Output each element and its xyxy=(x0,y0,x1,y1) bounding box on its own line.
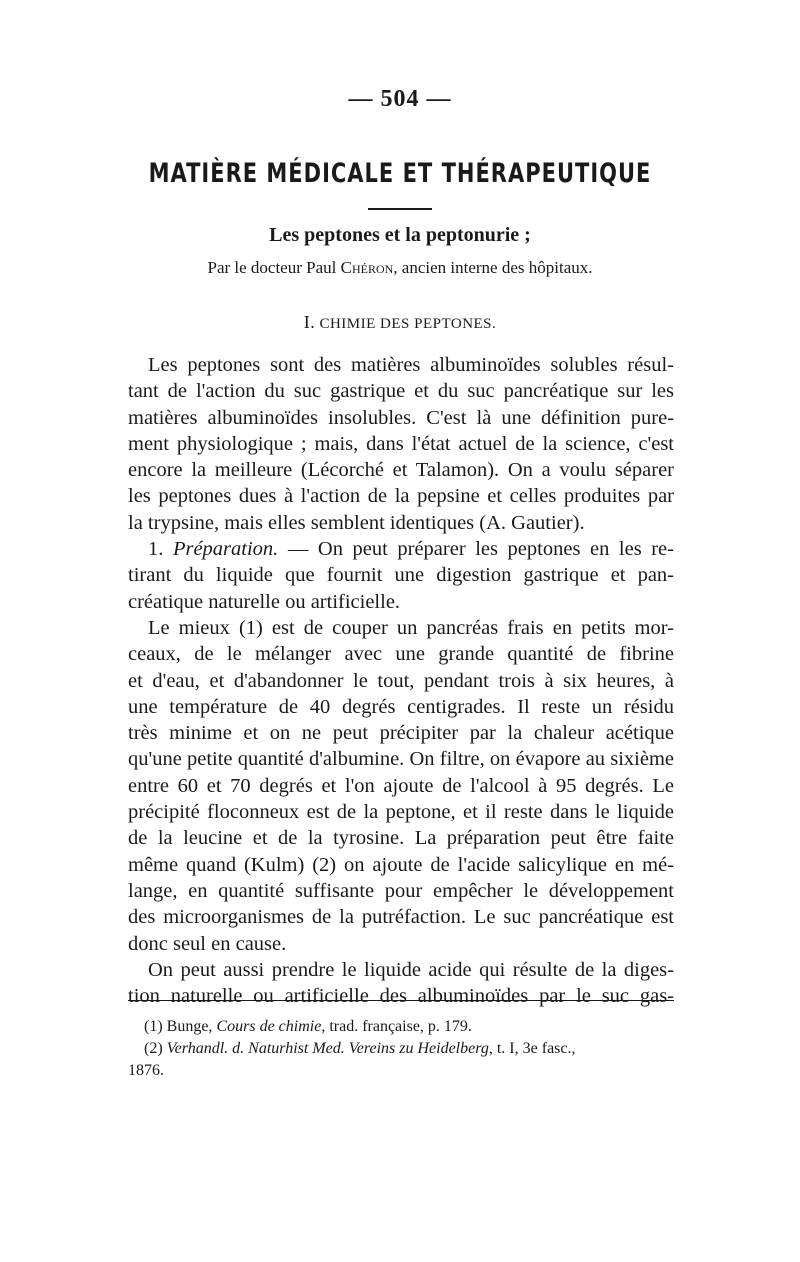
body-line: tant de l'action du suc gastrique et du suc pancréatique sur les xyxy=(128,380,674,403)
body-line: de la leucine et de la tyrosine. La préparation peut être faite xyxy=(128,827,674,850)
page-number: — 504 — xyxy=(348,86,452,112)
body-line: qu'une petite quantité d'albumine. On filtre, on évapore au sixième xyxy=(128,748,674,771)
byline-author: Chéron xyxy=(340,258,394,277)
footnote-text: , t. I, 3e fasc., xyxy=(488,1040,576,1057)
body-line: et d'eau, et d'abandonner le tout, pendant trois à six heures, à xyxy=(128,669,674,692)
body-line: la trypsine, mais elles semblent identiques (A. Gautier). xyxy=(128,511,585,534)
footnote-text: Bunge, xyxy=(162,1018,217,1035)
running-title: MATIÈRE MÉDICALE ET THÉRAPEUTIQUE xyxy=(148,158,652,188)
body-line-preparation: 1. Préparation. — On peut préparer les peptones en les re- xyxy=(148,538,674,561)
body-line: Les peptones sont des matières albuminoïdes solubles résul- xyxy=(148,354,674,376)
body-line: très minime et on ne peut précipiter par la chaleur acétique xyxy=(128,722,674,745)
body-line: entre 60 et 70 degrés et l'on ajoute de l'alcool à 95 degrés. Le xyxy=(128,774,674,797)
body-line: tirant du liquide que fournit une digestion gastrique et pan- xyxy=(128,564,674,587)
article-title: Les peptones et la peptonurie ; xyxy=(269,224,531,246)
body-text xyxy=(128,352,674,1009)
footnote-2 xyxy=(128,1038,674,1060)
body-line: tion naturelle ou artificielle des albuminoïdes par le suc gas- xyxy=(128,985,674,1008)
body-line: précipité floconneux est de la peptone, et il reste dans le liquide xyxy=(128,801,674,824)
section-heading xyxy=(0,312,800,333)
byline-prefix: Par le docteur Paul xyxy=(207,258,341,277)
body-line: matières albuminoïdes insolubles. C'est là une définition pure- xyxy=(128,406,674,429)
body-line: On peut aussi prendre le liquide acide qui résulte de la diges- xyxy=(148,958,674,981)
body-line: ment physiologique ; mais, dans l'état actuel de la science, c'est xyxy=(128,432,674,455)
body-line: encore la meilleure (Lécorché et Talamon). On a voulu séparer xyxy=(128,459,674,482)
footnote-text: , trad. française, p. 179. xyxy=(321,1018,472,1035)
body-line: ceaux, de le mélanger avec une grande quantité de fibrine xyxy=(128,643,674,666)
footnote-marker: (1) xyxy=(144,1018,163,1035)
body-line: lange, en quantité suffisante pour empêcher le développement xyxy=(128,879,674,902)
footnote-italic: Verhandl. d. Naturhist Med. Vereins zu Heidelberg xyxy=(166,1040,489,1057)
footnote-italic: Cours de chimie xyxy=(216,1018,322,1035)
body-line: donc seul en cause. xyxy=(128,932,287,955)
footnote-2-continuation: 1876. xyxy=(128,1062,164,1079)
body-line: même quand (Kulm) (2) on ajoute de l'acide salicylique en mé- xyxy=(128,853,674,876)
byline-suffix: , ancien interne des hôpitaux. xyxy=(393,258,593,277)
footnote-divider xyxy=(128,1000,674,1001)
footnote-1 xyxy=(128,1016,674,1038)
preparation-label: Préparation. xyxy=(172,538,279,561)
footnote-marker: (2) xyxy=(144,1040,163,1057)
body-line: les peptones dues à l'action de la pepsine et celles produites par xyxy=(128,485,674,508)
section-title: CHIMIE DES PEPTONES. xyxy=(319,316,497,332)
body-line: créatique naturelle ou artificielle. xyxy=(128,590,401,613)
section-number: I. xyxy=(303,312,316,332)
body-line: une température de 40 degrés centigrades. Il reste un résidu xyxy=(128,695,674,718)
body-line: des microorganismes de la putréfaction. Le suc pancréatique est xyxy=(128,906,674,929)
body-line: Le mieux (1) est de couper un pancréas frais en petits mor- xyxy=(148,616,674,639)
footnotes xyxy=(128,1016,674,1082)
title-divider xyxy=(368,208,432,210)
byline xyxy=(0,258,800,278)
